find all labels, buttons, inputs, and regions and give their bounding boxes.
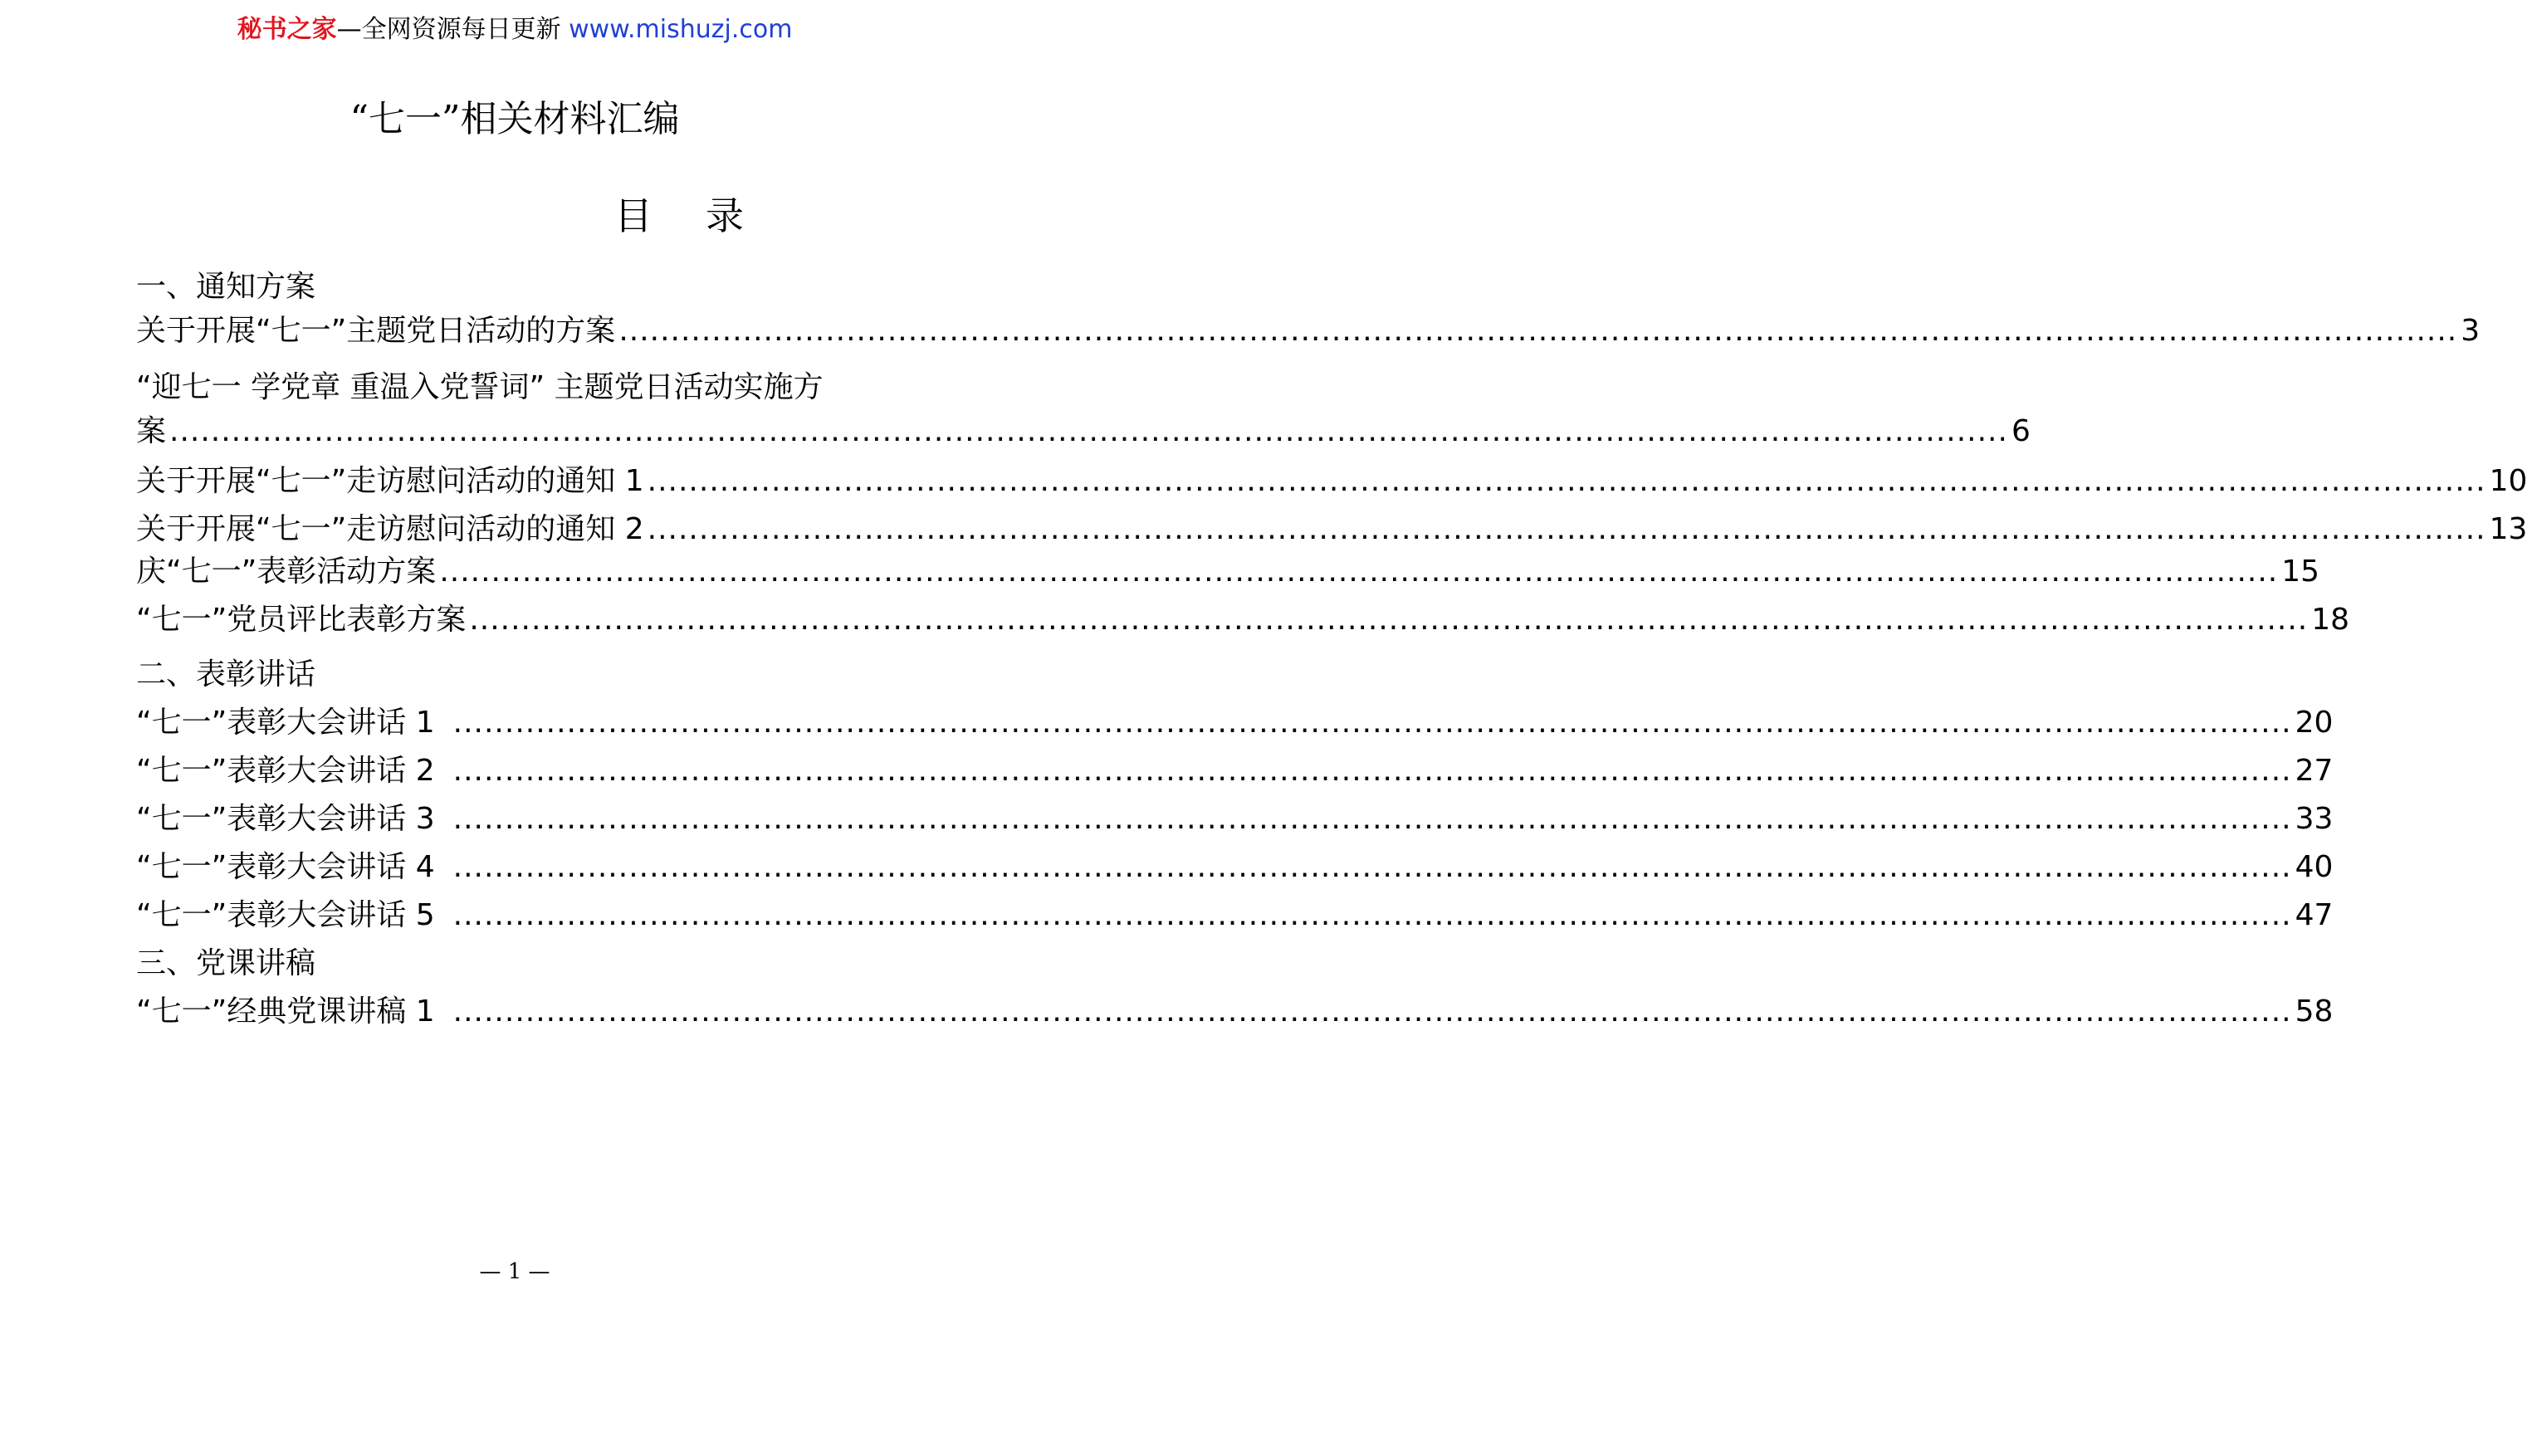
toc-entry[interactable] <box>136 799 2334 840</box>
toc-entry-title: 关于开展“七一”走访慰问活动的通知 1 <box>136 464 644 498</box>
toc-entry[interactable] <box>136 461 2527 502</box>
toc-entry-title: “七一”党员评比表彰方案 <box>136 603 467 637</box>
toc-entry[interactable] <box>136 599 2350 641</box>
toc-leader: .................................................................................................................................................................................. <box>452 754 2292 788</box>
toc-entry-page: 6 <box>2011 414 2031 448</box>
document-title: “七一”相关材料汇编 <box>349 98 680 140</box>
toc-section-speeches: 二、表彰讲话 <box>136 657 316 691</box>
toc-heading: 目录 <box>614 193 797 238</box>
toc-entry-page: 40 <box>2295 850 2334 884</box>
toc-leader: .................................................................................................................................................................................. <box>452 706 2292 740</box>
toc-section-notices: 一、通知方案 <box>136 270 316 304</box>
toc-entry[interactable] <box>136 702 2334 744</box>
toc-entry-title: “七一”表彰大会讲话 3 <box>136 802 435 836</box>
site-url-link[interactable]: www.mishuzj.com <box>569 15 793 44</box>
toc-entry-page: 10 <box>2489 464 2527 498</box>
toc-entry-page: 47 <box>2295 898 2334 932</box>
toc-entry-page: 18 <box>2311 603 2350 637</box>
toc-entry-title: “七一”表彰大会讲话 2 <box>136 754 435 788</box>
toc-leader: .................................................................................................................................................................................. <box>439 555 2279 589</box>
toc-entry-page: 20 <box>2295 706 2334 740</box>
site-slogan: —全网资源每日更新 <box>336 15 561 44</box>
toc-leader: .................................................................................................................................................................................. <box>452 802 2292 836</box>
toc-entry[interactable] <box>136 895 2334 936</box>
toc-entry-title: 关于开展“七一”走访慰问活动的通知 2 <box>136 512 644 546</box>
toc-leader: .................................................................................................................................................................................. <box>469 603 2309 637</box>
toc-entry-title: “七一”表彰大会讲话 5 <box>136 898 435 932</box>
toc-entry-title: “七一”表彰大会讲话 4 <box>136 850 435 884</box>
toc-entry[interactable] <box>136 750 2334 792</box>
toc-leader: .................................................................................................................................................................................. <box>452 850 2292 884</box>
toc-entry[interactable] <box>136 991 2334 1033</box>
toc-entry-title: 关于开展“七一”主题党日活动的方案 <box>136 314 616 348</box>
toc-entry-title-line1[interactable]: “迎七一 学党章 重温入党誓词” 主题党日活动实施方 <box>136 370 824 404</box>
toc-leader: .................................................................................................................................................................................. <box>452 994 2292 1028</box>
toc-entry-page: 27 <box>2295 754 2334 788</box>
toc-entry[interactable] <box>136 310 2481 352</box>
site-brand: 秘书之家 <box>237 15 337 44</box>
page-number: — 1 — <box>479 1259 550 1284</box>
toc-leader: .................................................................................................................................................................................. <box>452 898 2292 932</box>
toc-entry-page: 15 <box>2281 555 2320 589</box>
toc-entry[interactable] <box>136 509 2527 550</box>
toc-entry-title-line2: 案 <box>136 414 167 448</box>
toc-leader: .................................................................................................................................................................................. <box>618 314 2458 348</box>
toc-entry-page: 58 <box>2295 994 2334 1028</box>
toc-entry-title: “七一”经典党课讲稿 1 <box>136 994 435 1028</box>
toc-leader: .................................................................................................................................................................................. <box>169 414 2008 448</box>
site-banner <box>0 12 1029 48</box>
toc-entry-title: “七一”表彰大会讲话 1 <box>136 706 435 740</box>
toc-entry-page: 13 <box>2489 512 2527 546</box>
toc-leader: .................................................................................................................................................................................. <box>647 512 2486 546</box>
toc-entry-page: 3 <box>2461 314 2481 348</box>
toc-entry[interactable] <box>136 551 2320 593</box>
toc-entry-page: 33 <box>2295 802 2334 836</box>
toc-entry[interactable] <box>136 847 2334 888</box>
toc-section-party-lectures: 三、党课讲稿 <box>136 946 316 980</box>
toc-entry[interactable] <box>136 411 2031 452</box>
toc-entry-title: 庆“七一”表彰活动方案 <box>136 555 437 589</box>
toc-leader: .................................................................................................................................................................................. <box>647 464 2486 498</box>
